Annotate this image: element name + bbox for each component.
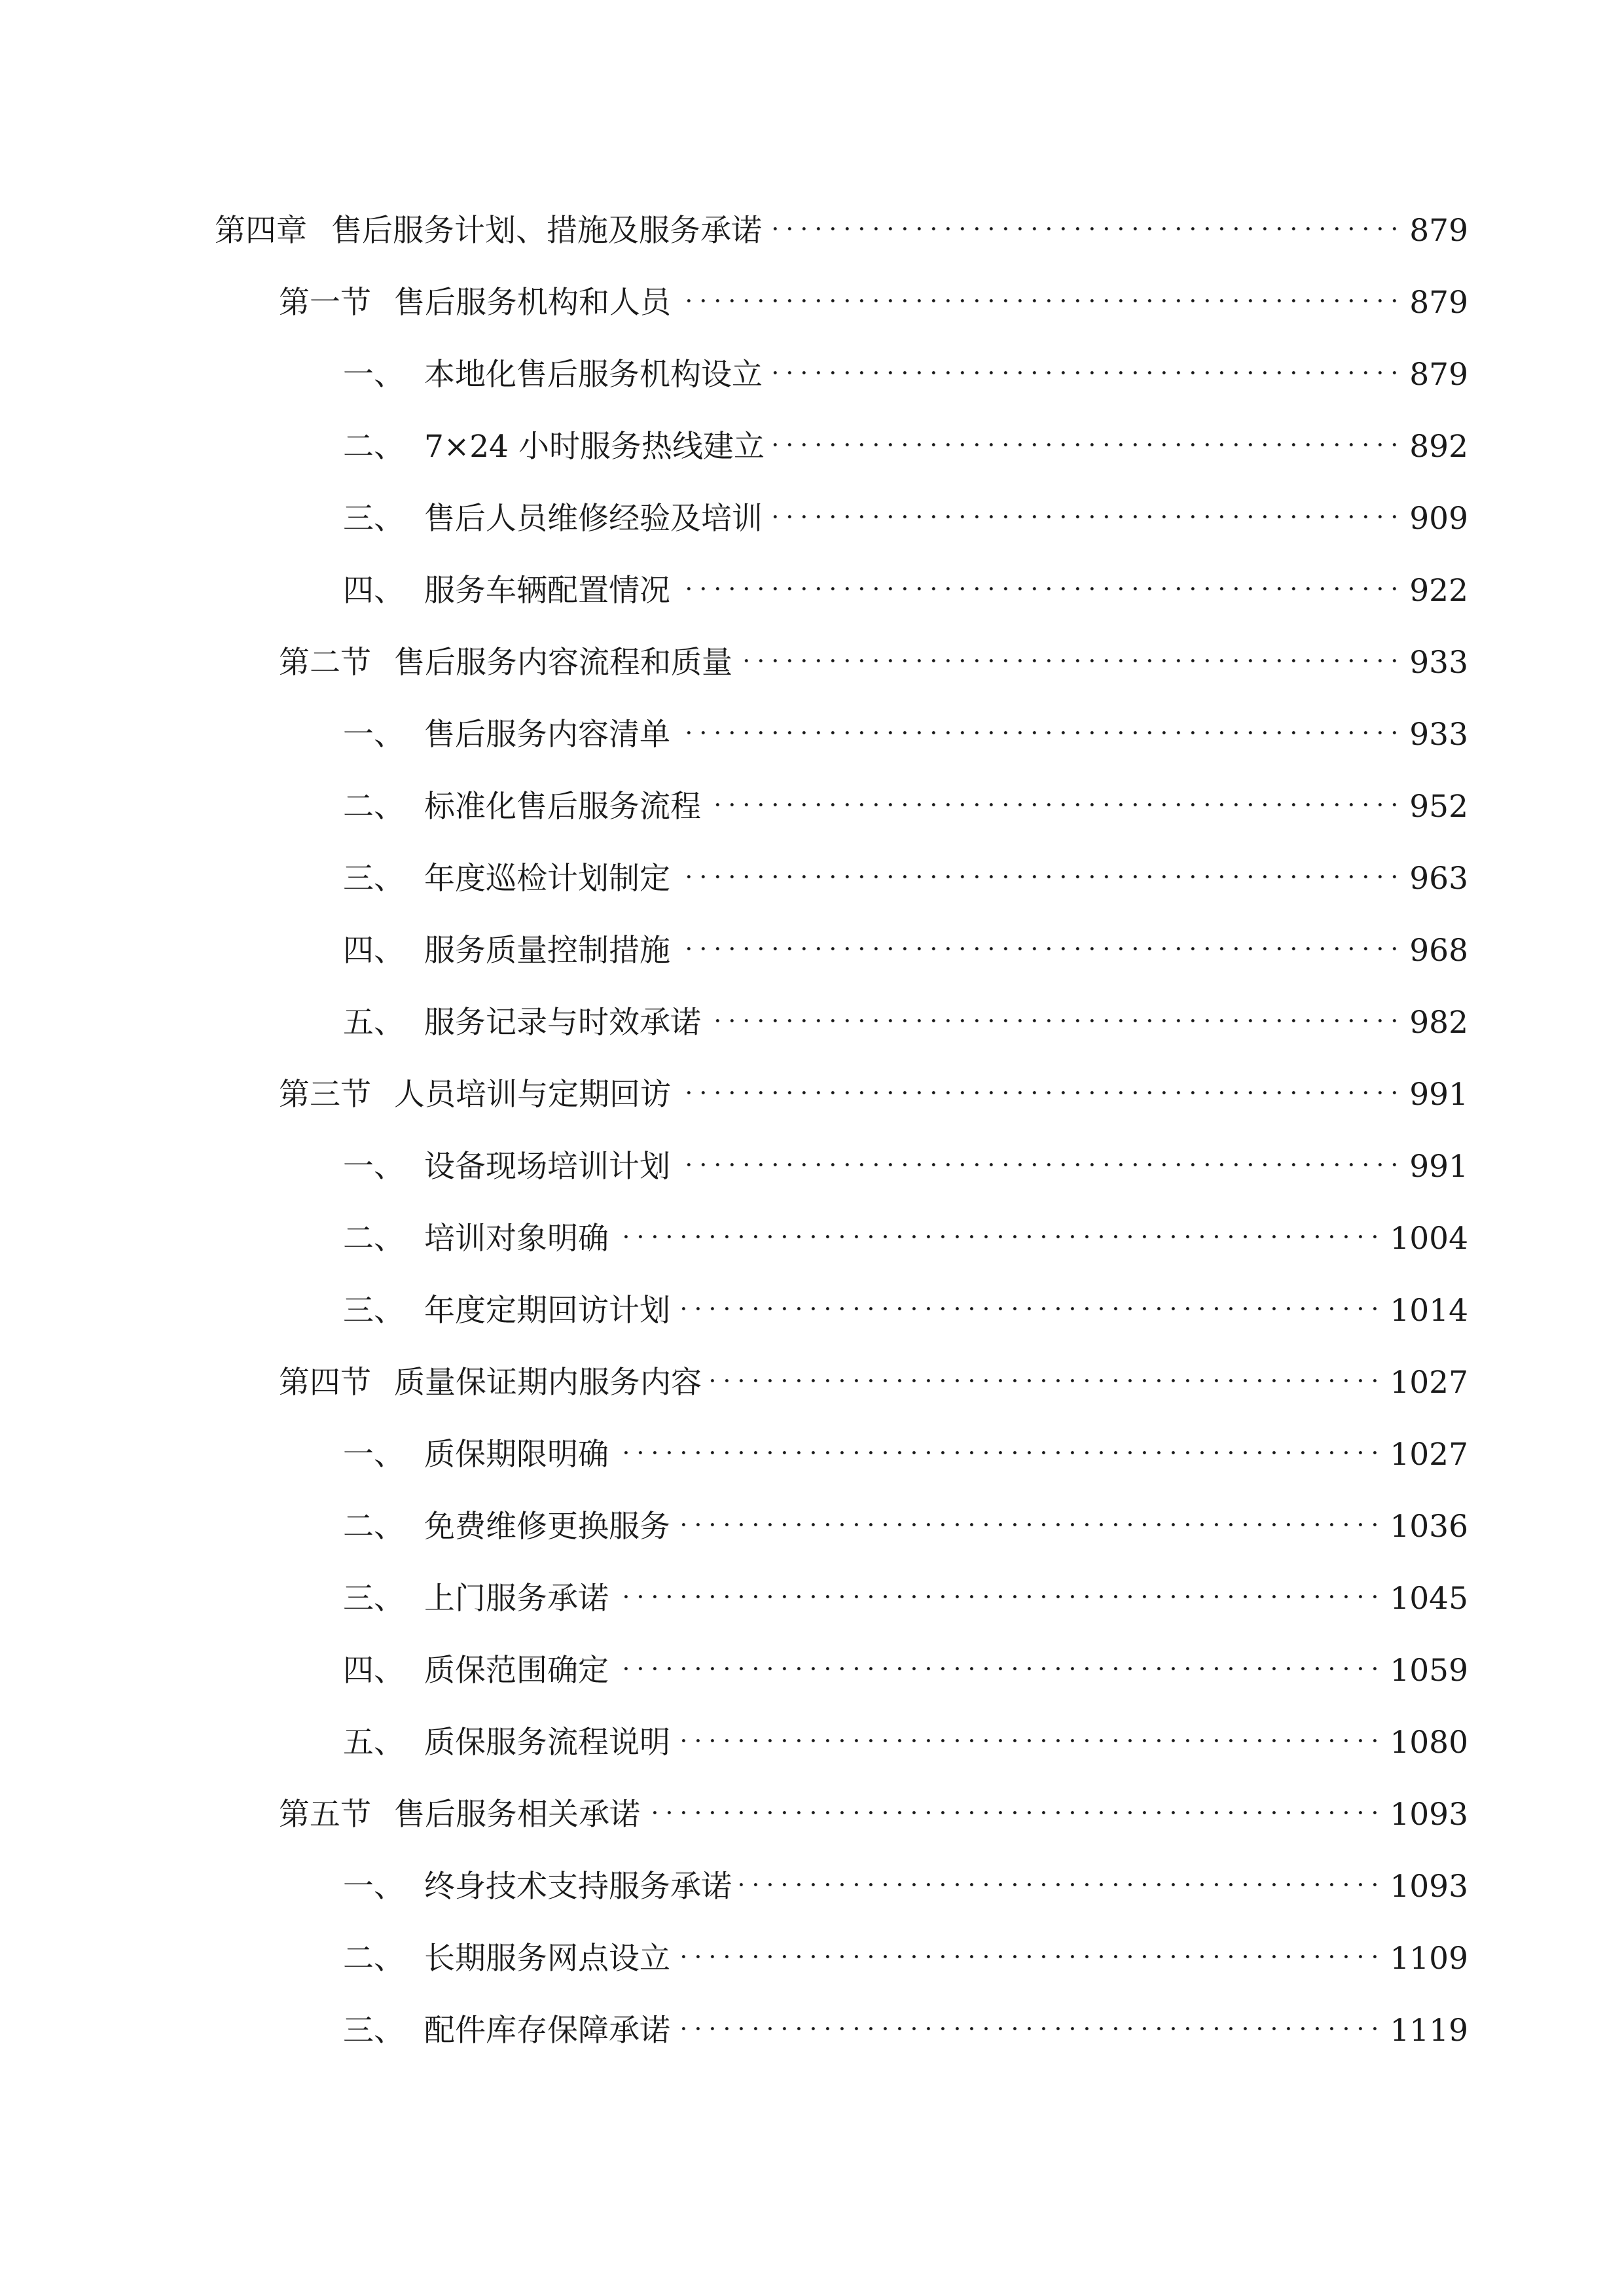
- toc-page-number: 1080: [1390, 1725, 1468, 1761]
- toc-leader-dots: [740, 1851, 1382, 1897]
- toc-entry[interactable]: [343, 1563, 1468, 1617]
- toc-title: 售后服务机构和人员: [394, 285, 671, 321]
- toc-title: 终身技术支持服务承诺: [424, 1869, 732, 1905]
- toc-page-number: 1036: [1390, 1509, 1468, 1545]
- toc-entry[interactable]: [343, 1203, 1468, 1257]
- toc-entry[interactable]: [279, 267, 1468, 321]
- toc-entry[interactable]: [343, 843, 1468, 897]
- toc-page-number: 1119: [1390, 2013, 1468, 2049]
- toc-title: 售后服务内容清单: [424, 717, 670, 753]
- toc-title: 长期服务网点设立: [424, 1941, 670, 1977]
- toc-number: 二、: [343, 1941, 405, 1977]
- toc-title: 设备现场培训计划: [424, 1149, 670, 1185]
- toc-number: 一、: [343, 1869, 405, 1905]
- toc-leader-dots: [678, 843, 1401, 889]
- toc-leader-dots: [709, 987, 1401, 1033]
- toc-entry[interactable]: [343, 771, 1468, 825]
- toc-number: 二、: [343, 429, 405, 465]
- toc-title: 售后人员维修经验及培训: [424, 501, 763, 537]
- toc-leader-dots: [679, 1059, 1401, 1105]
- toc-leader-dots: [648, 1779, 1382, 1825]
- toc-page-number: 1045: [1390, 1581, 1468, 1617]
- toc-number: 第四节: [279, 1365, 371, 1401]
- toc-leader-dots: [772, 411, 1401, 457]
- toc-number: 三、: [343, 861, 405, 897]
- toc-number: 第一节: [279, 285, 371, 321]
- toc-leader-dots: [770, 339, 1401, 385]
- toc-entry[interactable]: [343, 1491, 1468, 1545]
- toc-title: 年度定期回访计划: [424, 1293, 670, 1329]
- toc-entry[interactable]: [343, 1923, 1468, 1977]
- toc-number: 三、: [343, 1581, 405, 1617]
- toc-page-number: 968: [1409, 933, 1468, 969]
- toc-title: 标准化售后服务流程: [424, 789, 701, 825]
- toc-number: 二、: [343, 1221, 405, 1257]
- toc-title: 年度巡检计划制定: [424, 861, 670, 897]
- toc-title: 配件库存保障承诺: [424, 2013, 670, 2049]
- toc-number: 一、: [343, 1437, 405, 1473]
- toc-page-number: 1093: [1390, 1869, 1468, 1905]
- toc-title: 售后服务相关承诺: [394, 1797, 640, 1833]
- toc-page-number: 1014: [1390, 1293, 1468, 1329]
- toc-leader-dots: [678, 555, 1401, 601]
- toc-number: 四、: [343, 1653, 405, 1689]
- toc-number: 二、: [343, 1509, 405, 1545]
- toc-leader-dots: [679, 267, 1401, 313]
- toc-entry[interactable]: [343, 483, 1468, 537]
- toc-number: 三、: [343, 501, 405, 537]
- toc-page-number: 1093: [1390, 1797, 1468, 1833]
- toc-number: 五、: [343, 1005, 405, 1041]
- toc-leader-dots: [678, 915, 1401, 961]
- toc-leader-dots: [678, 1923, 1382, 1969]
- toc-entry[interactable]: [343, 411, 1468, 465]
- toc-title: 质量保证期内服务内容: [394, 1365, 702, 1401]
- toc-number: 二、: [343, 789, 405, 825]
- toc-leader-dots: [709, 771, 1401, 817]
- toc-leader-dots: [617, 1563, 1382, 1609]
- toc-title: 售后服务计划、措施及服务承诺: [331, 213, 762, 249]
- toc-page-number: 879: [1409, 213, 1468, 249]
- toc-page-number: 963: [1409, 861, 1468, 897]
- toc-number: 三、: [343, 2013, 405, 2049]
- toc-title: 质保期限明确: [424, 1437, 609, 1473]
- toc-page-number: 982: [1409, 1005, 1468, 1041]
- toc-title: 本地化售后服务机构设立: [424, 357, 763, 393]
- toc-title: 服务质量控制措施: [424, 933, 670, 969]
- toc-entry[interactable]: [343, 555, 1468, 609]
- toc-number: 五、: [343, 1725, 405, 1761]
- toc-number: 四、: [343, 933, 405, 969]
- toc-page-number: 1059: [1390, 1653, 1468, 1689]
- toc-number: 三、: [343, 1293, 405, 1329]
- toc-entry[interactable]: [279, 1059, 1468, 1113]
- toc-leader-dots: [617, 1203, 1382, 1249]
- toc-title: 7×24 小时服务热线建立: [424, 429, 765, 465]
- toc-entry[interactable]: [343, 1131, 1468, 1185]
- toc-number: 第五节: [279, 1797, 371, 1833]
- toc-leader-dots: [617, 1635, 1382, 1681]
- toc-title: 培训对象明确: [424, 1221, 609, 1257]
- toc-leader-dots: [770, 195, 1401, 241]
- toc-page-number: 991: [1409, 1149, 1468, 1185]
- toc-page-number: 879: [1409, 357, 1468, 393]
- toc-title: 人员培训与定期回访: [394, 1077, 671, 1113]
- toc-page-number: 991: [1409, 1077, 1468, 1113]
- toc-title: 售后服务内容流程和质量: [394, 645, 732, 681]
- toc-leader-dots: [770, 483, 1401, 529]
- toc-page-number: 1004: [1390, 1221, 1468, 1257]
- toc-leader-dots: [678, 1995, 1382, 2041]
- toc-entry[interactable]: [343, 1851, 1468, 1905]
- toc-page-number: 892: [1409, 429, 1468, 465]
- toc-entry[interactable]: [279, 1347, 1468, 1401]
- toc-page-number: 1027: [1390, 1365, 1468, 1401]
- toc-entry[interactable]: [279, 1779, 1468, 1833]
- toc-number: 第四章: [215, 213, 307, 249]
- toc-entry[interactable]: [343, 1275, 1468, 1329]
- toc-title: 免费维修更换服务: [424, 1509, 670, 1545]
- toc-entry[interactable]: [215, 195, 1468, 249]
- toc-title: 服务车辆配置情况: [424, 573, 670, 609]
- toc-title: 上门服务承诺: [424, 1581, 609, 1617]
- toc-page-number: 952: [1409, 789, 1468, 825]
- toc-leader-dots: [678, 1131, 1401, 1177]
- toc-number: 一、: [343, 717, 405, 753]
- toc-title: 质保范围确定: [424, 1653, 609, 1689]
- toc-page-number: 879: [1409, 285, 1468, 321]
- toc-entry[interactable]: [343, 915, 1468, 969]
- toc-number: 第二节: [279, 645, 371, 681]
- toc-leader-dots: [740, 627, 1401, 673]
- toc-title: 质保服务流程说明: [424, 1725, 670, 1761]
- toc-entry[interactable]: [343, 339, 1468, 393]
- toc-title: 服务记录与时效承诺: [424, 1005, 701, 1041]
- toc-entry[interactable]: [279, 627, 1468, 681]
- toc-leader-dots: [617, 1419, 1382, 1465]
- toc-number: 四、: [343, 573, 405, 609]
- toc-leader-dots: [678, 699, 1401, 745]
- toc-number: 第三节: [279, 1077, 371, 1113]
- toc-page-number: 933: [1409, 645, 1468, 681]
- toc-number: 一、: [343, 1149, 405, 1185]
- toc-entry[interactable]: [343, 1419, 1468, 1473]
- toc-entry[interactable]: [343, 699, 1468, 753]
- toc-page-number: 922: [1409, 573, 1468, 609]
- toc-entry[interactable]: [343, 1995, 1468, 2049]
- toc-leader-dots: [678, 1707, 1382, 1753]
- toc-number: 一、: [343, 357, 405, 393]
- toc-leader-dots: [678, 1275, 1382, 1321]
- toc-leader-dots: [678, 1491, 1382, 1537]
- toc-page-number: 1027: [1390, 1437, 1468, 1473]
- toc-page-number: 933: [1409, 717, 1468, 753]
- toc-page-number: 909: [1409, 501, 1468, 537]
- toc-entry[interactable]: [343, 1635, 1468, 1689]
- toc-leader-dots: [710, 1347, 1382, 1393]
- toc-entry[interactable]: [343, 987, 1468, 1041]
- toc-page-number: 1109: [1390, 1941, 1468, 1977]
- toc-entry[interactable]: [343, 1707, 1468, 1761]
